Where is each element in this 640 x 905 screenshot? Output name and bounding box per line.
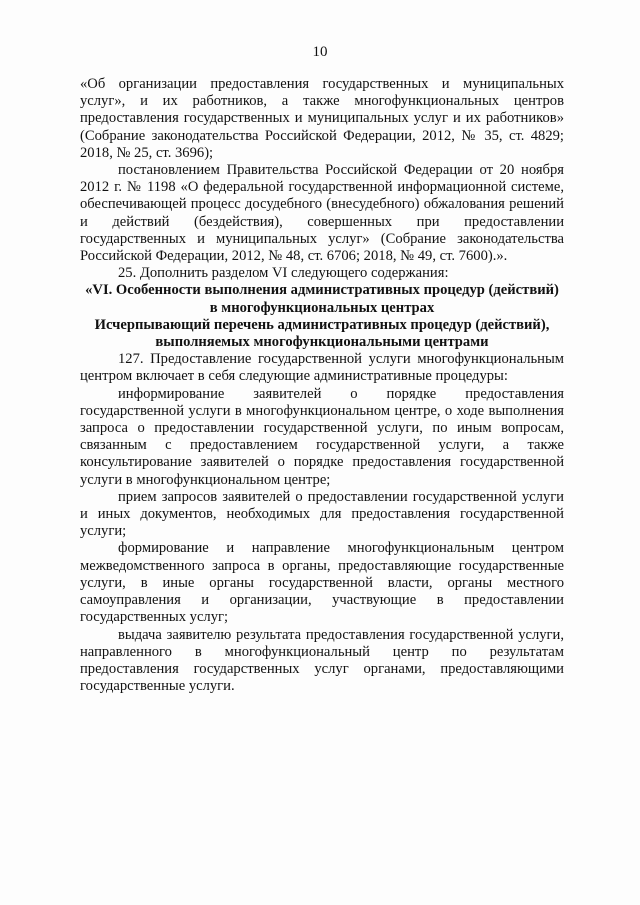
list-item-interagency-request: формирование и направление многофункциональным центром межведомственного запроса в органы, предоставляющие государственные услуги, в иные органы государственной власти, органы местного самоуправления и организации, участвующие в предоставлении государственных услуг; [80,540,564,626]
document-body [80,76,564,695]
paragraph-amendment-25: 25. Дополнить разделом VI следующего содержания: [118,265,449,282]
section-heading: «VI. Особенности выполнения административных процедур (действий) в многофункциональных центрах [85,282,559,316]
list-item-issuing-result: выдача заявителю результата предоставления государственной услуги, направленного в многофункциональный центр по результатам предоставления государственных услуг органами, предоставляющими государственные услуги. [80,626,564,695]
paragraph-government-resolution: постановлением Правительства Российской Федерации от 20 ноября 2012 г. № 1198 «О федеральной государственной информационной системе, обеспечивающей процесс досудебного (внесудебного) обжалования решений и действий (бездействия), совершенных при предоставлении государственных и муниципальных услуг» (Собрание законодательства Российской Федерации, 2012, № 48, ст. 6706; 2018, № 49, ст. 7600).». [80,162,564,265]
subsection-heading: Исчерпывающий перечень административных процедур (действий), выполняемых многофункциональными центрами [94,316,550,351]
paragraph-127: 127. Предоставление государственной услуги многофункциональным центром включает в себя следующие административные процедуры: [80,351,564,385]
paragraph-law-reference-continued: «Об организации предоставления государственных и муниципальных услуг», и их работников, а также многофункциональных центров предоставления государственных и муниципальных услуг и их работников» (Собрание законодательства Российской Федерации, 2012, № 35, ст. 4829; 2018, № 25, ст. 3696); [80,76,564,161]
page-number: 10 [312,44,328,60]
list-item-informing: информирование заявителей о порядке предоставления государственной услуги в многофункциональном центре, о ходе выполнения запроса о предоставлении государственной услуги, по иным вопросам, связанным с предоставлением государственной услуги, а также консультирование заявителей о порядке предоставления государственной услуги в многофункциональном центре; [80,385,564,488]
list-item-receiving-requests: прием запросов заявителей о предоставлении государственной услуги и иных документов, необходимых для предоставления государственной услуги; [80,488,564,540]
